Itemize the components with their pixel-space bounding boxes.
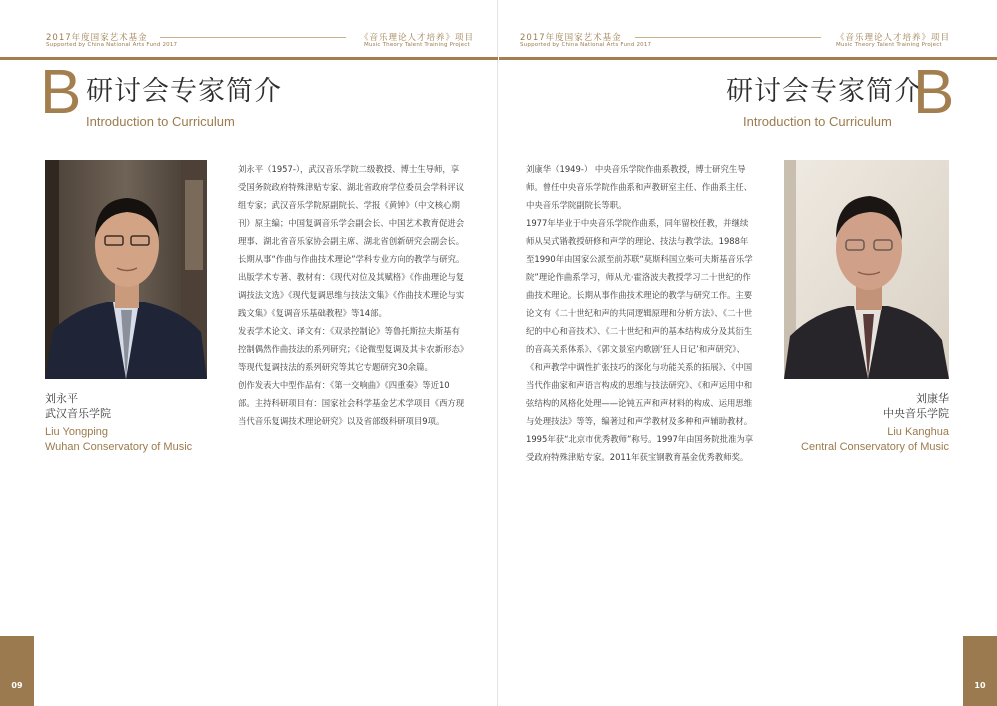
header-fund-cn: 2017年度国家艺术基金 [46, 33, 148, 43]
section-title-en: Introduction to Curriculum [86, 114, 235, 129]
expert-org-en: Wuhan Conservatory of Music [45, 441, 193, 453]
bio-paragraph: 创作发表大中型作品有：《第一交响曲》《四重奏》等近10部。主持科研项目有：国家社会科学基金艺术学项目《西方现当代音乐复调技术理论研究》以及省部级科研项目9项。 [238, 380, 465, 426]
expert-org-cn: 武汉音乐学院 [45, 407, 111, 420]
header-project-cn: 《音乐理论人才培养》项目 [360, 33, 475, 43]
expert-name-en: Liu Kanghua [887, 426, 949, 438]
header-project-en: Music Theory Talent Training Project [836, 42, 942, 48]
expert-name-cn: 刘永平 [45, 392, 78, 405]
section-title-cn: 研讨会专家简介 [86, 76, 282, 107]
page-number: 10 [974, 681, 986, 690]
section-title-en: Introduction to Curriculum [743, 114, 892, 129]
header-fund-cn: 2017年度国家艺术基金 [520, 33, 622, 43]
header-rule [635, 37, 821, 38]
bio-paragraph: 1995年获“北京市优秀教师”称号。1997年由国务院批准为享受政府特殊津贴专家。2011年获宝钢教育基金优秀教师奖。 [526, 434, 754, 462]
header-rule [160, 37, 346, 38]
header-project-en: Music Theory Talent Training Project [364, 42, 470, 48]
expert-portrait-liu-yongping [45, 160, 207, 379]
right-page [499, 0, 997, 706]
bio-paragraph: 长期从事“作曲与作曲技术理论”学科专业方向的教学与研究。 [238, 254, 465, 264]
bio-paragraph: 发表学术论文、译文有：《双录控制论》等鲁托斯拉夫斯基有控制偶然作曲技法的系列研究；《论微型复调及其卡农新形态》等现代复调技法的系列研究等其它专题研究30余篇。 [238, 326, 465, 372]
header-fund-en: Supported by China National Arts Fund 2017 [46, 42, 178, 48]
expert-name-cn: 刘康华 [916, 392, 949, 405]
page-number: 09 [11, 681, 23, 690]
header-project-cn: 《音乐理论人才培养》项目 [836, 33, 951, 43]
left-page [0, 0, 498, 706]
bio-paragraph: 出版学术专著、教材有：《现代对位及其赋格》《作曲理论与复调技法文选》《现代复调思维与技法文集》《作曲技术理论与实践文集》《复调音乐基础教程》等14部。 [238, 272, 465, 318]
bio-paragraph: 刘永平（1957-），武汉音乐学院二级教授、博士生导师，享受国务院政府特殊津贴专家、湖北省政府学位委员会学科评议组专家；武汉音乐学院原副院长、学报《黄钟》（中文核心期刊）原主编；中国复调音乐学会副会长、中国艺术教育促进会理事、湖北省音乐家协会副主席、湖北省创新研究会副会长。 [238, 164, 465, 246]
section-letter: B [40, 58, 82, 127]
page-number-tab [0, 636, 34, 706]
page-number-tab [963, 636, 997, 706]
expert-org-en: Central Conservatory of Music [801, 441, 949, 453]
section-letter: B [913, 58, 955, 127]
expert-portrait-liu-kanghua [784, 160, 949, 379]
expert-bio [238, 160, 466, 430]
expert-name-en: Liu Yongping [45, 426, 109, 438]
bio-paragraph: 刘康华（1949-） 中央音乐学院作曲系教授，博士研究生导师。曾任中央音乐学院作曲系和声教研室主任、作曲系主任、中央音乐学院副院长等职。 [526, 164, 753, 210]
section-title-cn: 研讨会专家简介 [726, 76, 922, 107]
bio-paragraph: 1977年毕业于中央音乐学院作曲系，同年留校任教，并继续师从吴式锴教授研修和声学的理论、技法与教学法。1988年至1990年由国家公派至前苏联“莫斯科国立柴可夫斯基音乐学院”理论作曲系学习，师从尤·霍洛波夫教授学习二十世纪的作曲技术理论。长期从事作曲技术理论的教学与研究工作。主要论文有《二十世纪和声的共同逻辑原理和分析方法》、《二十世纪的中心和音技术》、《二十世纪和声的基本结构成分及其衍生的音高关系体系》、《郭文景室内歌剧‘狂人日记’和声研究》、《和声教学中调性扩张技巧的深化与功能关系的拓展》、《中国当代作曲家和声语言构成的思维与技法研究》、《和声运用中和弦结构的风格化处理——论钝五声和声材料的构成、运用思维与处理技法》等等，编著过和声学教材及多种和声辅助教材。 [526, 218, 753, 426]
expert-bio [526, 160, 754, 466]
expert-org-cn: 中央音乐学院 [883, 407, 949, 420]
header-fund-en: Supported by China National Arts Fund 2017 [520, 42, 652, 48]
